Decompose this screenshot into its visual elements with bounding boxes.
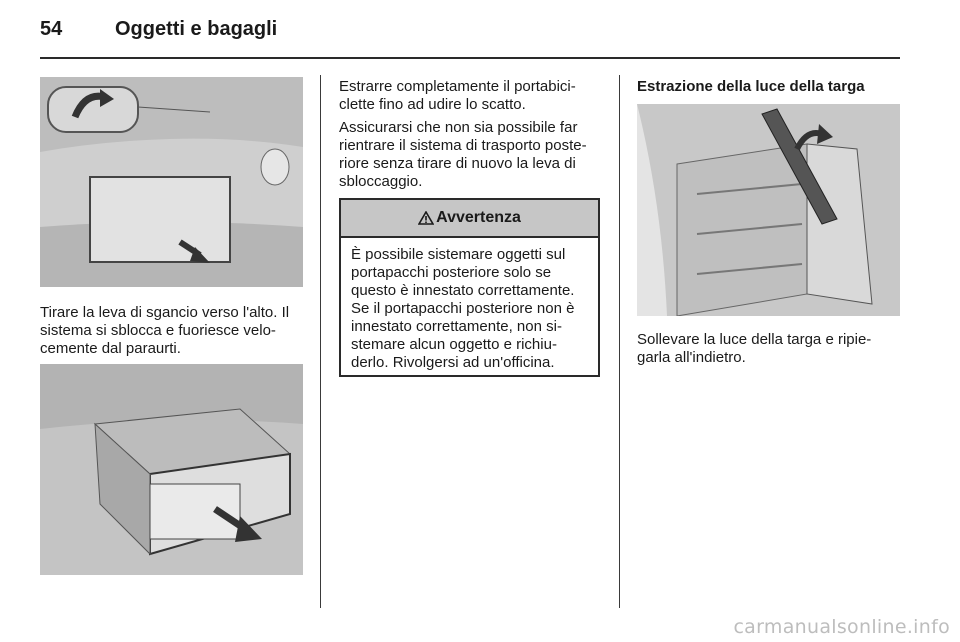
illustration-plate-light [637, 104, 900, 316]
header-rule [40, 57, 900, 59]
section-heading-plate-light: Estrazione della luce della targa [637, 78, 865, 95]
caption-plate-light: Sollevare la luce della targa e ripie-garla all'indietro. [637, 331, 872, 366]
illustration-bike-carrier-extended [40, 364, 303, 575]
warning-triangle-icon [418, 211, 434, 225]
page-title: Oggetti e bagagli [115, 18, 278, 40]
page-header [40, 18, 277, 41]
watermark: carmanualsonline.info [733, 616, 950, 638]
column-divider-2 [619, 75, 620, 608]
paragraph-extend-carrier: Estrarre completamente il portabici-clette fino ad udire lo scatto. [339, 78, 576, 113]
caption-release-lever: Tirare la leva di sgancio verso l'alto. Il sistema si sblocca e fuoriesce velo-cemente dal paraurti. [40, 304, 290, 357]
warning-text: È possibile sistemare oggetti sul portapacchi posteriore solo se questo è innestato correttamente. Se il portapacchi posteriore non è innestato correttamente, non si-stemare alcun oggetto e richiu-derlo. Rivolgersi ad un'officina. [351, 246, 575, 371]
warning-title: Avvertenza [436, 209, 521, 226]
warning-header [341, 200, 598, 238]
paragraph-check-lock: Assicurarsi che non sia possibile far rientrare il sistema di trasporto poste-riore senza tirare di nuovo la leva di sbloccaggio. [339, 119, 587, 190]
illustration-release-lever [40, 77, 303, 287]
column-divider-1 [320, 75, 321, 608]
warning-box [339, 198, 600, 377]
page-number: 54 [40, 18, 63, 40]
